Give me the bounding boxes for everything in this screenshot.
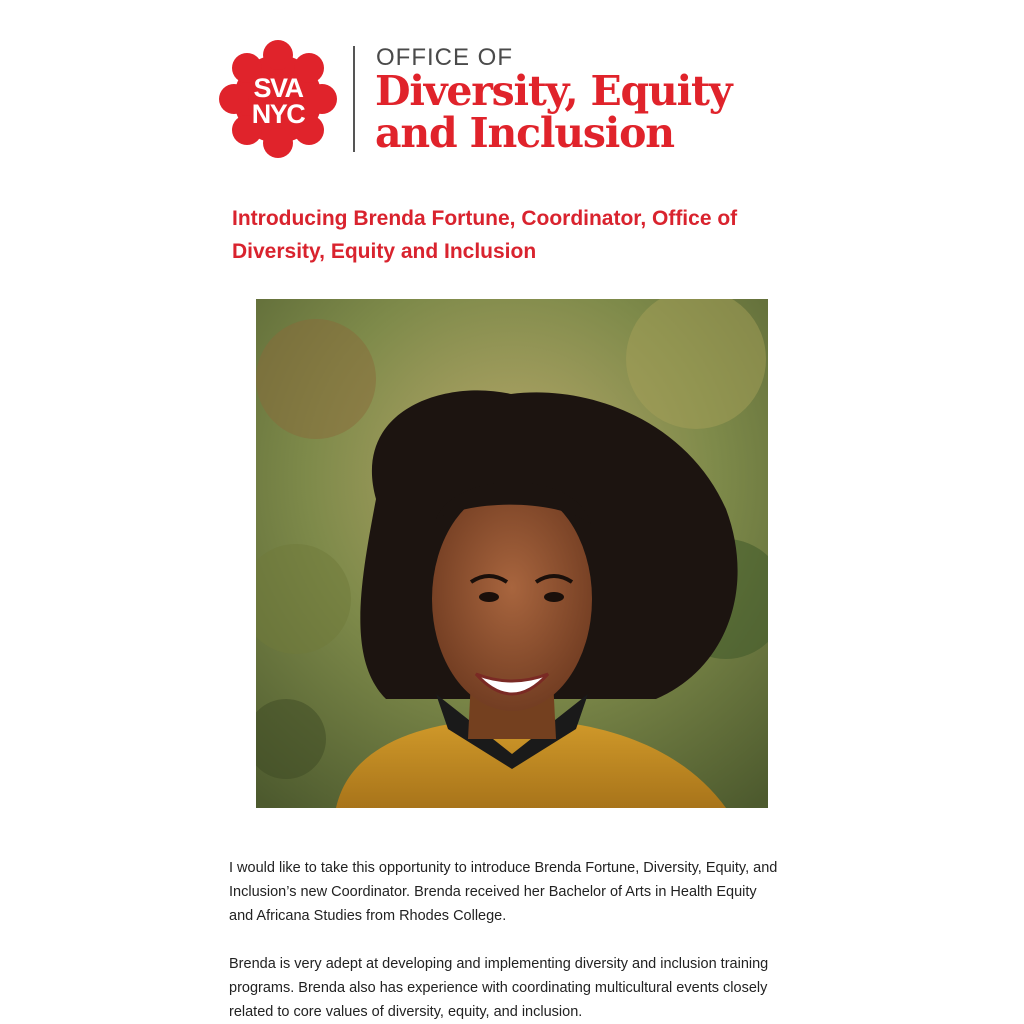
department-name-line-1: Diversity, Equity: [375, 67, 732, 115]
portrait-photo: [256, 299, 768, 808]
svg-text:NYC: NYC: [251, 99, 305, 129]
sva-nyc-logo[interactable]: [218, 40, 338, 158]
department-name: [375, 67, 732, 157]
article-title: [232, 202, 792, 268]
logo-divider: [353, 46, 355, 152]
department-name-line-2: and Inclusion: [375, 109, 674, 157]
office-header: [218, 40, 758, 160]
article-title-line-2: Diversity, Equity and Inclusion: [232, 240, 537, 263]
office-of-label: OFFICE OF: [376, 44, 513, 71]
experience-paragraph: Brenda is very adept at developing and implementing diversity and inclusion training programs. Brenda also has experience with coordinating multicultural events closely related to core values of diversity, equity, and inclusion.: [229, 956, 769, 1020]
article-title-line-1: Introducing Brenda Fortune, Coordinator, Office of: [232, 207, 738, 230]
svg-text:SVA: SVA: [253, 73, 303, 103]
intro-paragraph: I would like to take this opportunity to introduce Brenda Fortune, Diversity, Equity, and Inclusion’s new Coordinator. Brenda received her Bachelor of Arts in Health Equity and Africana Studies from Rhodes College.: [229, 860, 778, 924]
